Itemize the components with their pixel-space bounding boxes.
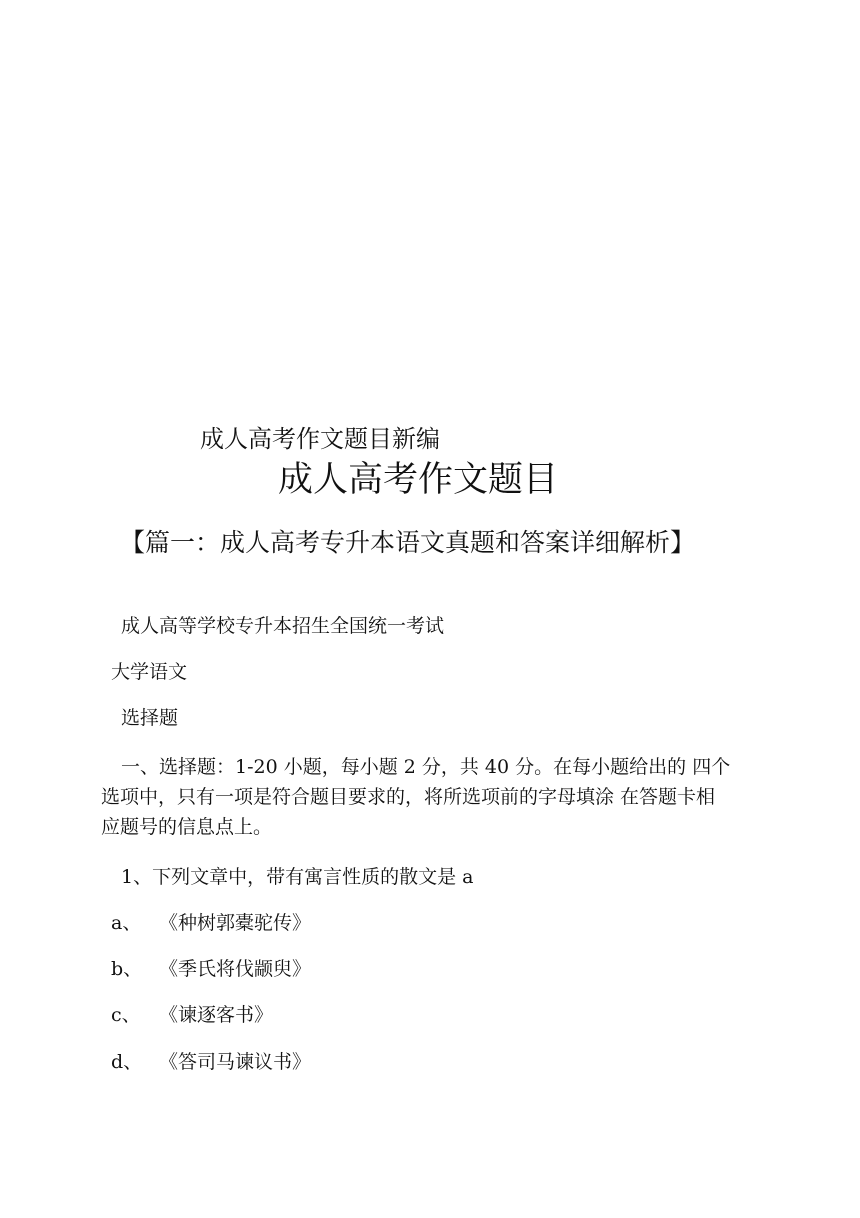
option-text: 《季氏将伐颛臾》 <box>159 958 312 980</box>
exam-name: 成人高等学校专升本招生全国统一考试 <box>121 615 445 637</box>
option-text: 《种树郭橐驼传》 <box>159 912 312 934</box>
document-subtitle: 成人高考作文题目新编 <box>200 425 440 453</box>
option-d <box>111 1053 311 1072</box>
option-letter: c、 <box>111 1004 141 1026</box>
page-title: 成人高考作文题目 <box>278 460 559 500</box>
option-c <box>111 1006 273 1025</box>
option-b <box>111 960 311 979</box>
section-title: 【篇一：成人高考专升本语文真题和答案详细解析】 <box>120 528 696 557</box>
subject-name: 大学语文 <box>111 661 188 683</box>
question-type-heading: 选择题 <box>121 707 179 729</box>
option-text: 《答司马谏议书》 <box>159 1051 312 1073</box>
option-letter: a、 <box>111 912 142 934</box>
question-1: 1、下列文章中，带有寓言性质的散文是 a <box>121 866 474 888</box>
option-text: 《谏逐客书》 <box>159 1004 274 1026</box>
option-a <box>111 914 311 933</box>
instructions-paragraph: 一、选择题：1-20 小题，每小题 2 分，共 40 分。在每小题给出的 四个选项中，只有一项是符合题目要求的，将所选项前的字母填涂 在答题卡相应题号的信息点上。 <box>101 756 731 838</box>
option-letter: b、 <box>111 958 143 980</box>
option-letter: d、 <box>111 1051 143 1073</box>
